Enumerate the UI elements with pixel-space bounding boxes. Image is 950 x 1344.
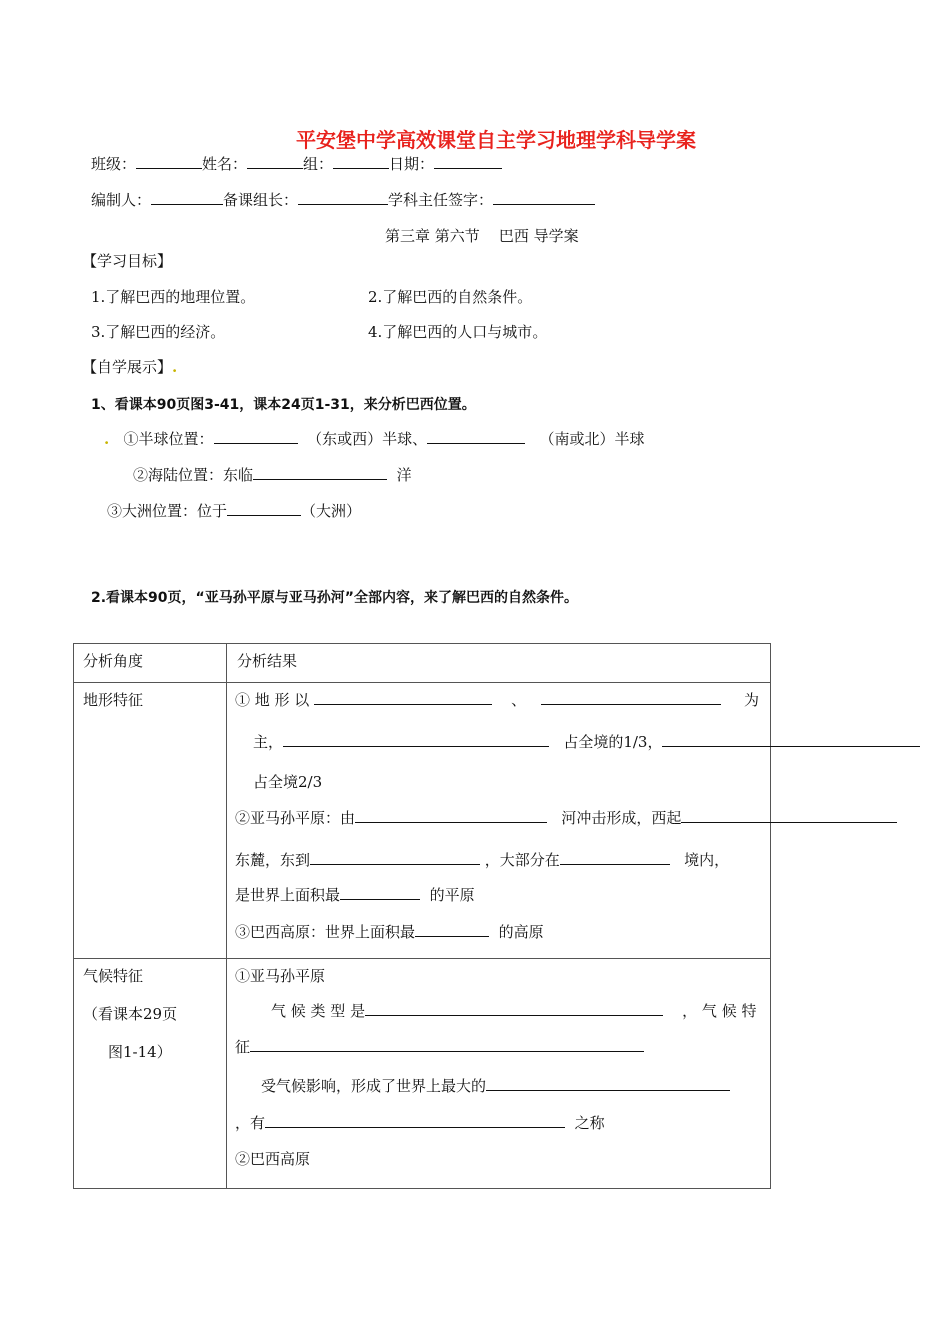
- terrain-blank-6[interactable]: [681, 808, 897, 823]
- hemisphere-ns-blank[interactable]: [427, 429, 525, 444]
- terrain-blank-9[interactable]: [340, 885, 420, 900]
- date-blank[interactable]: [434, 154, 502, 169]
- climate-row: [74, 959, 771, 1189]
- self-study-heading: 【自学展示】.: [82, 358, 178, 376]
- name-label: 姓名：: [202, 155, 248, 173]
- group-blank[interactable]: [333, 154, 389, 169]
- terrain-blank-3[interactable]: [283, 732, 549, 747]
- director-blank[interactable]: [493, 190, 595, 205]
- class-blank[interactable]: [136, 154, 202, 169]
- editor-label: 编制人：: [91, 191, 152, 209]
- chapter-heading: 第三章 第六节 巴西 导学案: [385, 227, 579, 245]
- question-2: 2.看课本90页，“亚马孙平原与亚马孙河”全部内容，来了解巴西的自然条件。: [91, 590, 578, 606]
- terrain-blank-1[interactable]: [314, 690, 492, 705]
- terrain-blank-2[interactable]: [541, 690, 721, 705]
- objective-2: 2.了解巴西的自然条件。: [368, 288, 533, 306]
- info-row-2: [91, 189, 595, 210]
- mark-dot: .: [104, 430, 110, 448]
- terrain-label: 地形特征: [83, 691, 144, 709]
- climate-note-2: 图1-14）: [108, 1043, 172, 1061]
- climate-blank-4[interactable]: [265, 1113, 565, 1128]
- terrain-blank-4[interactable]: [662, 732, 920, 747]
- group-label: 组：: [303, 155, 334, 173]
- climate-label: 气候特征: [83, 967, 144, 985]
- terrain-blank-7[interactable]: [310, 850, 480, 865]
- objective-3: 3.了解巴西的经济。: [91, 323, 226, 341]
- objectives-heading: 【学习目标】: [82, 252, 173, 270]
- leader-label: 备课组长：: [223, 191, 299, 209]
- hemisphere-line: . ①半球位置： （东或西）半球、 （南或北）半球: [104, 430, 645, 448]
- objective-1: 1.了解巴西的地理位置。: [91, 288, 256, 306]
- continent-line: ③大洲位置：位于 （大洲）: [107, 502, 362, 520]
- climate-note-1: （看课本29页: [83, 1005, 178, 1023]
- page-title: 平安堡中学高效课堂自主学习地理学科导学案: [296, 128, 696, 152]
- director-label: 学科主任签字：: [388, 191, 494, 209]
- climate-blank-3[interactable]: [486, 1076, 730, 1091]
- mark-dot: .: [172, 358, 178, 376]
- editor-blank[interactable]: [151, 190, 223, 205]
- sea-land-line: ②海陆位置：东临 洋: [133, 466, 412, 484]
- class-label: 班级：: [91, 155, 137, 173]
- terrain-blank-10[interactable]: [415, 922, 489, 937]
- date-label: 日期：: [389, 155, 435, 173]
- question-1: 1、看课本90页图3-41，课本24页1-31，来分析巴西位置。: [91, 397, 476, 413]
- climate-content: ①亚马孙平原 气 候 类 型 是 ， 气 候 特 征 受气候影响，形成了世界上最大的 ，有 之称 ②巴西高原: [235, 967, 757, 1168]
- climate-blank-1[interactable]: [365, 1001, 663, 1016]
- col-result-header: 分析结果: [237, 652, 298, 670]
- leader-blank[interactable]: [298, 190, 388, 205]
- climate-blank-2[interactable]: [250, 1037, 644, 1052]
- continent-blank[interactable]: [227, 501, 301, 516]
- terrain-row: [74, 683, 771, 959]
- sea-blank[interactable]: [253, 465, 387, 480]
- analysis-table: [73, 643, 771, 1189]
- info-row-1: [91, 153, 502, 174]
- terrain-content: ① 地 形 以 、 为 主， 占全境的1/3， 占全境2/3 ②亚马孙平原：由 河冲击形成，西起 东麓，东到 ，大部分在 境内， 是世界上面积最 的平原 ③巴西高原：世界上面积最 的高原: [227, 683, 770, 958]
- hemisphere-ew-blank[interactable]: [214, 429, 298, 444]
- objective-4: 4.了解巴西的人口与城市。: [368, 323, 548, 341]
- table-header-row: [74, 644, 771, 683]
- terrain-blank-5[interactable]: [355, 808, 547, 823]
- name-blank[interactable]: [247, 154, 303, 169]
- terrain-blank-8[interactable]: [560, 850, 670, 865]
- col-angle-header: 分析角度: [83, 652, 144, 670]
